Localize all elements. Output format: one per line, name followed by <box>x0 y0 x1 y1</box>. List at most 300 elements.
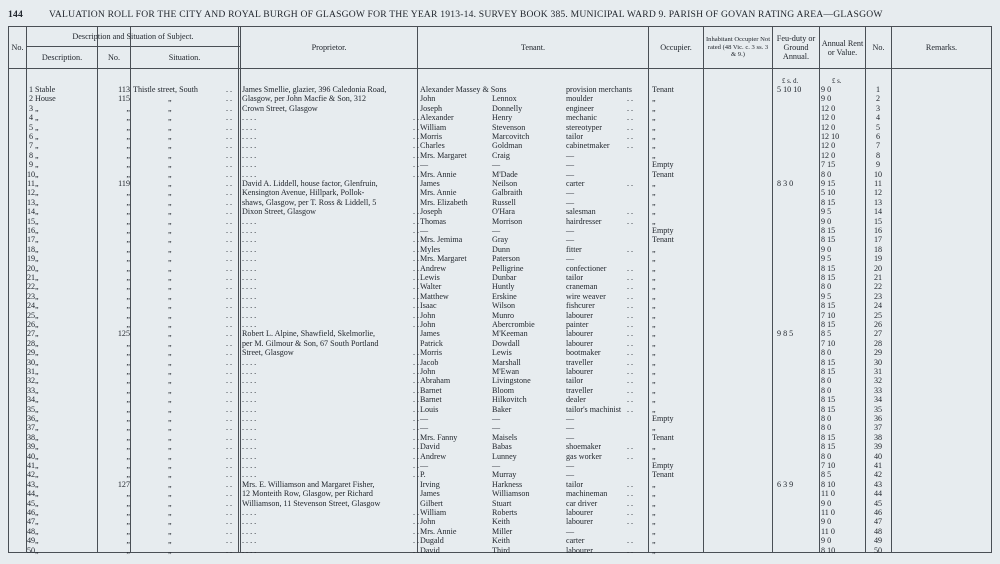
row-occupier: „ <box>652 320 656 329</box>
row-description: „ <box>35 103 39 113</box>
row-number: 7 <box>28 141 34 151</box>
row-occupier: Empty <box>652 461 674 470</box>
row-tenant-occupation: — <box>566 423 575 433</box>
row-tenant-leader: . . <box>627 338 634 348</box>
row-number-right: 41 <box>873 461 883 470</box>
row-description: „ <box>35 263 39 273</box>
row-proprietor: . . . . <box>242 141 257 151</box>
row-number-right: 22 <box>873 282 883 292</box>
row-tenant-occupation: bootmaker <box>566 348 601 358</box>
row-proprietor: . . . . <box>242 395 257 405</box>
row-tenant-first: William <box>420 122 447 132</box>
row-number: 17 <box>26 235 36 245</box>
row-number: 37 <box>26 423 36 433</box>
row-situation-ditto: „ <box>168 216 172 226</box>
row-number: 47 <box>26 517 36 527</box>
row-description: „ <box>35 442 39 452</box>
row-situation-leader: . . <box>226 207 233 217</box>
row-proprietor-leader: . . <box>413 216 420 226</box>
row-tenant-first: Isaac <box>420 301 437 311</box>
page-header <box>8 8 992 22</box>
row-street-number: „ <box>126 404 130 414</box>
row-number: 38 <box>26 432 36 442</box>
row-number: 14 <box>26 207 36 217</box>
row-number-right: 16 <box>873 226 883 235</box>
row-occupier: „ <box>652 244 656 254</box>
row-occupier: „ <box>652 442 656 452</box>
row-street-number: „ <box>126 188 130 198</box>
row-occupier: „ <box>652 282 656 292</box>
row-proprietor: . . . . <box>242 414 257 423</box>
row-number: 36 <box>26 414 36 423</box>
row-situation-ditto: „ <box>168 489 172 499</box>
row-occupier: Empty <box>652 414 674 423</box>
row-tenant-first: John <box>420 367 436 376</box>
row-situation-leader: . . <box>226 498 233 508</box>
row-tenant-surname: Neilson <box>492 179 518 188</box>
table-row <box>9 226 991 235</box>
row-tenant-leader: . . <box>627 442 634 452</box>
row-situation-leader: . . <box>226 442 233 452</box>
row-street-number: „ <box>126 367 130 376</box>
row-proprietor-leader: . . <box>413 113 420 123</box>
row-tenant-leader: . . <box>627 103 634 113</box>
row-number-right: 28 <box>873 338 883 348</box>
table-row <box>9 339 991 348</box>
row-annual-value: 8 15 <box>821 367 836 376</box>
row-number-right: 40 <box>873 451 883 461</box>
row-tenant-surname: — <box>492 414 501 423</box>
row-tenant-surname: Stevenson <box>492 122 526 132</box>
row-tenant-leader: . . <box>627 244 634 254</box>
row-situation-leader: . . <box>226 301 233 311</box>
row-number-right: 25 <box>873 310 883 320</box>
table-row <box>9 292 991 301</box>
row-tenant-first: Andrew <box>420 451 447 461</box>
row-situation-leader: . . <box>226 179 233 188</box>
row-number-right: 31 <box>873 367 883 376</box>
row-annual-value: 9 0 <box>821 85 832 94</box>
row-situation-ditto: „ <box>168 517 172 527</box>
row-proprietor-leader: . . <box>413 244 420 254</box>
row-tenant-surname: Keith <box>492 517 510 527</box>
table-row <box>9 452 991 461</box>
table-row <box>9 264 991 273</box>
row-tenant-occupation: provision merchants <box>566 85 632 94</box>
row-proprietor-leader: . . <box>413 254 420 264</box>
row-occupier: „ <box>652 197 656 207</box>
row-situation-leader: . . <box>226 414 233 423</box>
row-tenant-leader: . . <box>627 94 634 104</box>
row-annual-value: 8 15 <box>821 320 836 329</box>
row-tenant-first: — <box>420 461 429 470</box>
row-tenant-first: — <box>420 226 429 235</box>
table-row <box>9 508 991 517</box>
row-tenant-occupation: — <box>566 470 575 480</box>
row-number: 6 <box>28 132 34 141</box>
row-proprietor: . . . . <box>242 461 257 470</box>
row-tenant-occupation: shoemaker <box>566 442 602 452</box>
row-occupier: „ <box>652 291 656 301</box>
row-tenant-first: Alexander <box>420 113 454 123</box>
row-tenant-occupation: confectioner <box>566 263 607 273</box>
table-row <box>9 386 991 395</box>
row-proprietor-leader: . . <box>413 348 420 358</box>
row-description: „ <box>35 113 39 123</box>
row-tenant-surname: Morrison <box>492 216 523 226</box>
row-tenant-surname: Gray <box>492 235 509 245</box>
table-row <box>9 480 991 489</box>
row-proprietor: . . . . <box>242 385 257 395</box>
row-tenant-first: Andrew <box>420 263 447 273</box>
row-situation-leader: . . <box>226 273 233 282</box>
table-row <box>9 311 991 320</box>
row-tenant-surname: Dunn <box>492 244 510 254</box>
row-occupier: „ <box>652 301 656 311</box>
row-tenant-first: Mrs. Margaret <box>420 254 467 264</box>
row-tenant-leader: . . <box>627 498 634 508</box>
row-tenant-leader: . . <box>627 291 634 301</box>
row-proprietor: . . . . <box>242 470 257 480</box>
row-tenant-leader: . . <box>627 517 634 527</box>
row-occupier: „ <box>652 395 656 405</box>
row-annual-value: 8 15 <box>821 357 836 367</box>
row-tenant-leader: . . <box>627 404 634 414</box>
row-tenant-surname: Lewis <box>492 348 512 358</box>
row-annual-value: 8 15 <box>821 273 836 282</box>
row-tenant-leader: . . <box>627 508 634 517</box>
row-tenant-first: David <box>420 442 440 452</box>
row-tenant-occupation: dealer <box>566 395 586 405</box>
row-proprietor-leader: . . <box>413 442 420 452</box>
row-situation-leader: . . <box>226 545 233 555</box>
table-row <box>9 358 991 367</box>
table-row <box>9 132 991 141</box>
row-tenant-surname: Roberts <box>492 508 518 517</box>
table-row <box>9 405 991 414</box>
row-number-right: 27 <box>873 329 883 339</box>
row-tenant-leader: . . <box>627 376 634 386</box>
header-occupier: Occupier. <box>660 43 692 52</box>
row-description: „ <box>35 216 39 226</box>
row-tenant-leader: . . <box>627 179 634 188</box>
row-feu-duty: 9 8 5 <box>777 329 794 339</box>
row-proprietor: . . . . <box>242 423 257 433</box>
row-description: „ <box>35 451 39 461</box>
row-occupier: Tenant <box>652 235 674 245</box>
row-tenant-occupation: — <box>566 461 575 470</box>
row-tenant-leader: . . <box>627 113 634 123</box>
row-tenant-first: Joseph <box>420 103 443 113</box>
row-tenant-first: — <box>420 160 429 170</box>
row-situation-leader: . . <box>226 479 233 489</box>
row-description: „ <box>35 517 39 527</box>
row-occupier: „ <box>652 150 656 160</box>
table-row <box>9 94 991 103</box>
row-proprietor: Glasgow, per John Macfie & Son, 312 <box>242 94 367 104</box>
table-row <box>9 273 991 282</box>
row-annual-value: 12 0 <box>821 122 836 132</box>
row-annual-value: 12 0 <box>821 113 836 123</box>
row-number: 22 <box>26 282 36 292</box>
row-number-right: 20 <box>873 263 883 273</box>
row-tenant-occupation: moulder <box>566 94 593 104</box>
row-occupier: „ <box>652 357 656 367</box>
row-number: 34 <box>26 395 36 405</box>
row-description: „ <box>35 169 39 179</box>
row-number: 33 <box>26 385 36 395</box>
row-proprietor: Street, Glasgow <box>242 348 294 358</box>
row-proprietor: . . . . <box>242 160 257 170</box>
row-number-right: 5 <box>875 122 881 132</box>
row-situation-leader: . . <box>226 367 233 376</box>
row-description: „ <box>35 197 39 207</box>
row-number-right: 42 <box>873 470 883 480</box>
row-occupier: „ <box>652 404 656 414</box>
row-number: 5 <box>28 122 34 132</box>
row-description: „ <box>35 150 39 160</box>
row-annual-value: 9 0 <box>821 517 832 527</box>
row-occupier: „ <box>652 103 656 113</box>
row-number: 50 <box>26 545 36 555</box>
row-proprietor-leader: . . <box>413 385 420 395</box>
row-proprietor: 12 Monteith Row, Glasgow, per Richard <box>242 489 373 499</box>
row-number-right: 12 <box>873 188 883 198</box>
row-occupier: „ <box>652 526 656 536</box>
row-occupier: „ <box>652 517 656 527</box>
row-situation-leader: . . <box>226 461 233 470</box>
row-annual-value: 7 10 <box>821 338 836 348</box>
table-row <box>9 423 991 432</box>
row-situation-ditto: „ <box>168 141 172 151</box>
row-annual-value: 7 10 <box>821 310 836 320</box>
table-row <box>9 414 991 423</box>
row-number-right: 50 <box>873 545 883 555</box>
row-number-right: 30 <box>873 357 883 367</box>
row-proprietor: . . . . <box>242 404 257 414</box>
row-situation-leader: . . <box>226 451 233 461</box>
row-description: „ <box>35 414 39 423</box>
row-description: „ <box>35 338 39 348</box>
table-row <box>9 198 991 207</box>
row-tenant-leader: . . <box>627 301 634 311</box>
row-annual-value: 9 0 <box>821 244 832 254</box>
row-tenant-surname: Dunbar <box>492 273 517 282</box>
row-annual-value: 8 15 <box>821 395 836 405</box>
row-proprietor: . . . . <box>242 301 257 311</box>
row-situation-ditto: „ <box>168 235 172 245</box>
row-street-number: „ <box>126 263 130 273</box>
row-tenant-occupation: fishcurer <box>566 301 595 311</box>
row-proprietor: . . . . <box>242 376 257 386</box>
row-tenant-occupation: traveller <box>566 385 593 395</box>
row-situation-leader: . . <box>226 432 233 442</box>
row-tenant-occupation: engineer <box>566 103 594 113</box>
row-annual-value: 8 0 <box>821 169 832 179</box>
row-situation-ditto: „ <box>168 113 172 123</box>
row-number-right: 33 <box>873 385 883 395</box>
row-occupier: „ <box>652 376 656 386</box>
row-situation-leader: . . <box>226 517 233 527</box>
row-tenant-first: Mrs. Elizabeth <box>420 197 468 207</box>
row-number-right: 3 <box>875 103 881 113</box>
row-tenant-surname: Harkness <box>492 479 523 489</box>
row-number: 46 <box>26 508 36 517</box>
row-situation-ditto: „ <box>168 226 172 235</box>
row-annual-value: 12 0 <box>821 141 836 151</box>
row-street-number: 115 <box>118 94 130 104</box>
row-proprietor-leader: . . <box>413 376 420 386</box>
table-row <box>9 85 991 94</box>
row-description: „ <box>35 545 39 555</box>
row-situation-leader: . . <box>226 376 233 386</box>
row-description: „ <box>35 395 39 405</box>
row-proprietor: Kensington Avenue, Hillpark, Pollok- <box>242 188 365 198</box>
row-feu-duty: 8 3 0 <box>777 179 794 188</box>
row-situation-leader: . . <box>226 160 233 170</box>
row-tenant-first: Mrs. Annie <box>420 188 457 198</box>
row-proprietor: . . . . <box>242 226 257 235</box>
row-street-number: „ <box>126 207 130 217</box>
row-number-right: 29 <box>873 348 883 358</box>
row-situation-leader: . . <box>226 226 233 235</box>
row-tenant-surname: Marcovitch <box>492 132 530 141</box>
row-number-right: 19 <box>873 254 883 264</box>
row-description: „ <box>35 226 39 235</box>
row-proprietor: . . . . <box>242 282 257 292</box>
row-annual-value: 8 0 <box>821 376 832 386</box>
row-annual-value: 8 10 <box>821 545 836 555</box>
row-situation-leader: . . <box>226 150 233 160</box>
row-description: „ <box>35 498 39 508</box>
row-tenant-occupation: wire weaver <box>566 291 606 301</box>
row-number: 27 <box>26 329 36 339</box>
row-number: 23 <box>26 291 36 301</box>
row-proprietor: Robert L. Alpine, Shawfield, Skelmorlie, <box>242 329 376 339</box>
row-tenant-surname: Erskine <box>492 291 517 301</box>
row-street-number: „ <box>126 291 130 301</box>
row-situation-ditto: „ <box>168 461 172 470</box>
row-situation-ditto: „ <box>168 367 172 376</box>
row-number-right: 46 <box>873 508 883 517</box>
row-situation-leader: . . <box>226 470 233 480</box>
row-proprietor: . . . . <box>242 451 257 461</box>
row-annual-value: 9 5 <box>821 254 832 264</box>
row-number: 10 <box>26 169 36 179</box>
row-occupier: Tenant <box>652 432 674 442</box>
row-street-number: „ <box>126 489 130 499</box>
row-occupier: Tenant <box>652 85 674 94</box>
row-situation-ditto: „ <box>168 263 172 273</box>
row-tenant-surname: Third <box>492 545 510 555</box>
row-number-right: 43 <box>873 479 883 489</box>
row-street-number: „ <box>126 338 130 348</box>
row-situation-ditto: „ <box>168 197 172 207</box>
row-tenant-first: Alexander Massey & Sons <box>420 85 507 94</box>
row-tenant-leader: . . <box>627 451 634 461</box>
row-tenant-first: Louis <box>420 404 439 414</box>
row-number: 12 <box>26 188 36 198</box>
row-number-right: 10 <box>873 169 883 179</box>
row-tenant-first: James <box>420 329 440 339</box>
row-description: „ <box>35 470 39 480</box>
row-street-number: 119 <box>118 179 130 188</box>
row-situation-leader: . . <box>226 526 233 536</box>
roll-table <box>8 26 992 553</box>
row-proprietor-leader: . . <box>413 141 420 151</box>
row-tenant-occupation: gas worker <box>566 451 602 461</box>
table-row <box>9 217 991 226</box>
row-situation-ditto: „ <box>168 207 172 217</box>
row-number-right: 23 <box>873 291 883 301</box>
row-description: „ <box>35 282 39 292</box>
table-row <box>9 104 991 113</box>
row-tenant-surname: M'Ewan <box>492 367 520 376</box>
row-number: 43 <box>26 479 36 489</box>
row-tenant-occupation: labourer <box>566 508 593 517</box>
row-street-number: „ <box>126 423 130 433</box>
row-number-right: 49 <box>873 536 883 546</box>
row-occupier: „ <box>652 263 656 273</box>
row-proprietor-leader: . . <box>413 207 420 217</box>
row-number-right: 9 <box>875 160 881 170</box>
row-street-number: „ <box>126 414 130 423</box>
row-street-number: „ <box>126 320 130 329</box>
row-street-number: 127 <box>117 479 130 489</box>
table-row <box>9 170 991 179</box>
row-tenant-surname: Pelligrine <box>492 263 524 273</box>
row-proprietor: . . . . <box>242 526 257 536</box>
row-tenant-surname: M'Keeman <box>492 329 528 339</box>
row-proprietor: . . . . <box>242 291 257 301</box>
row-situation-ditto: „ <box>168 348 172 358</box>
row-tenant-occupation: fitter <box>566 244 582 254</box>
row-tenant-first: James <box>420 489 440 499</box>
row-tenant-surname: Babas <box>492 442 512 452</box>
row-number-right: 7 <box>875 141 881 151</box>
row-tenant-leader: . . <box>627 479 634 489</box>
row-tenant-surname: — <box>492 461 501 470</box>
row-proprietor-leader: . . <box>413 414 420 423</box>
row-number: 13 <box>26 197 36 207</box>
row-proprietor-leader: . . <box>413 451 420 461</box>
row-tenant-occupation: labourer <box>566 329 593 339</box>
row-situation-ditto: „ <box>168 291 172 301</box>
header-tenant: Tenant. <box>520 43 546 52</box>
row-tenant-occupation: mechanic <box>566 113 598 123</box>
row-tenant-first: Lewis <box>420 273 440 282</box>
table-row <box>9 395 991 404</box>
row-proprietor-leader: . . <box>413 273 420 282</box>
row-situation-leader: . . <box>226 338 233 348</box>
row-number-right: 32 <box>873 376 883 386</box>
row-annual-value: 8 0 <box>821 282 832 292</box>
row-proprietor: Williamson, 11 Stevenson Street, Glasgow <box>242 498 381 508</box>
table-row <box>9 367 991 376</box>
row-number: 19 <box>26 254 36 264</box>
row-street-number: „ <box>126 451 130 461</box>
row-situation-leader: . . <box>226 489 233 499</box>
row-number: 45 <box>26 498 36 508</box>
row-occupier: „ <box>652 536 656 546</box>
row-occupier: „ <box>652 179 656 188</box>
row-number-right: 35 <box>873 404 883 414</box>
table-row <box>9 254 991 263</box>
row-situation-ditto: „ <box>168 376 172 386</box>
table-row <box>9 461 991 470</box>
row-situation-leader: . . <box>226 536 233 546</box>
row-description: „ <box>35 291 39 301</box>
